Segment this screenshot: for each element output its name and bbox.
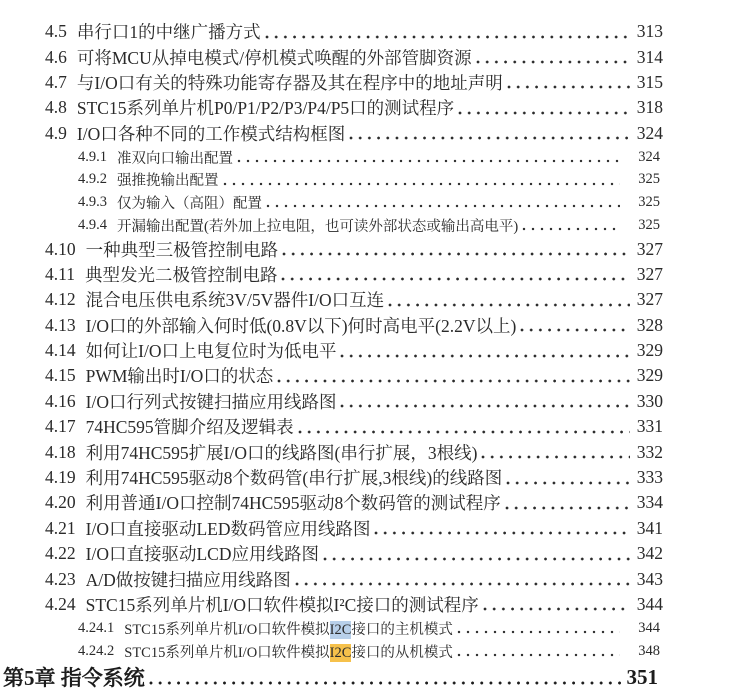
toc-entry[interactable] [45,541,755,566]
toc-entry[interactable] [45,95,755,120]
dot-leader [506,481,630,485]
entry-title-text: 混合电压供电系统3V/5V器件I/O口互连 [85,290,385,311]
entry-title [85,262,278,287]
dot-leader [265,35,630,39]
page-number: 343 [636,568,663,589]
page-number: 313 [636,21,663,42]
page-number: 324 [638,148,660,165]
page-number: 334 [636,492,663,513]
page-number: 344 [638,619,660,636]
page-number: 325 [638,193,660,210]
entry-title-text: PWM输出时I/O口的状态 [85,366,274,387]
page-number: 315 [636,71,663,92]
dot-leader [149,681,621,685]
toc-entry[interactable] [45,313,755,338]
entry-number: 4.9.3 [78,193,107,210]
entry-title-text: 典型发光二极管控制电路 [84,264,278,285]
toc-entry[interactable] [45,236,755,261]
dot-leader [457,653,620,657]
dot-leader [323,557,630,561]
entry-title-text: 如何让I/O口上电复位时为低电平 [85,341,337,362]
entry-number: 4.13 [45,314,76,335]
page-number: 327 [636,263,663,284]
toc-entry[interactable] [45,70,755,95]
toc-entry[interactable] [45,338,755,363]
dot-leader [483,607,630,611]
dot-leader [476,60,630,64]
entry-title [86,287,384,312]
page-number: 318 [636,97,663,118]
entry-title [86,567,291,592]
page-number: 341 [636,517,663,538]
entry-title [86,363,274,388]
page-number: 332 [636,441,663,462]
entry-number: 4.9.1 [78,148,107,165]
search-highlight-current: I2C [329,644,352,661]
page-number: 348 [638,642,660,659]
entry-number: 4.9 [45,122,67,143]
entry-title-text: I/O口各种不同的工作模式结构框图 [76,123,346,144]
entry-title-text: I/O口直接驱动LCD应用线路图 [85,544,319,565]
page-number: 329 [636,365,663,386]
entry-title-text: 接口的主机模式 [351,621,453,638]
entry-title-text: 仅为输入（高阻）配置 [117,195,262,212]
page-number: 327 [636,238,663,259]
entry-title [86,490,501,515]
entry-number: 4.17 [45,416,76,437]
toc-entry[interactable] [78,191,755,214]
entry-number: 4.7 [45,71,67,92]
entry-number: 4.9.2 [78,171,107,188]
entry-title [86,338,337,363]
dot-leader [374,531,630,535]
dot-leader [457,630,620,634]
dot-leader [458,111,630,115]
dot-leader [522,227,620,231]
entry-title-text: STC15系列单片机I/O口软件模拟I²C接口的测试程序 [85,594,479,615]
entry-title [77,95,454,120]
entry-title [124,618,453,639]
toc-entry[interactable] [45,439,755,464]
entry-title-text: STC15系列单片机I/O口软件模拟 [124,644,330,661]
page-number: 329 [636,340,663,361]
toc-entry[interactable] [78,617,755,640]
entry-title-text: STC15系列单片机P0/P1/P2/P3/P4/P5口的测试程序 [76,98,455,119]
page-number: 314 [636,46,663,67]
toc-entry[interactable] [45,262,755,287]
page-number: 328 [636,314,663,335]
entry-number: 4.15 [45,365,76,386]
toc-entry[interactable] [45,363,755,388]
entry-title-text: 利用74HC595扩展I/O口的线路图(串行扩展，3根线) [85,442,478,463]
dot-leader [520,328,630,332]
entry-title-text: 准双向口输出配置 [117,150,233,167]
dot-leader [277,379,630,383]
entry-title [86,592,479,617]
toc-entry[interactable] [78,214,755,237]
entry-title [86,541,319,566]
dot-leader [266,204,620,208]
page-number: 333 [636,467,663,488]
dot-leader [505,506,630,510]
entry-title [86,465,503,490]
entry-number: 4.9.4 [78,216,107,233]
entry-title [124,641,453,662]
toc-entry[interactable] [45,465,755,490]
entry-number: 4.19 [45,467,76,488]
toc-entry[interactable] [45,516,755,541]
entry-number: 4.21 [45,517,76,538]
entry-title [117,147,233,168]
entry-title-text: 强推挽输出配置 [117,173,219,190]
search-highlight: I2C [329,621,352,638]
toc-entry[interactable] [45,44,755,69]
page-number: 330 [636,390,663,411]
entry-number: 4.24 [45,593,76,614]
chapter-title: 第5章 指令系统 [3,666,145,691]
toc-entry[interactable] [45,121,755,146]
entry-number: 4.23 [45,568,76,589]
dot-leader [349,136,630,140]
entry-title-text: 串行口1的中继广播方式 [76,22,261,43]
entry-number: 4.11 [45,263,75,284]
dot-leader [481,455,630,459]
entry-title [86,440,478,465]
toc-entry[interactable] [45,287,755,312]
dot-leader [295,582,630,586]
dot-leader [298,430,630,434]
entry-title [77,19,261,44]
toc-entry[interactable] [78,169,755,192]
entry-title-text: 一种典型三极管控制电路 [85,239,279,260]
dot-leader [237,159,620,163]
entry-number: 4.18 [45,441,76,462]
entry-number: 4.22 [45,543,76,564]
entry-number: 4.10 [45,238,76,259]
page-number: 344 [636,593,663,614]
entry-number: 4.24.2 [78,642,115,659]
entry-title-text: 利用普通I/O口控制74HC595驱动8个数码管的测试程序 [85,493,501,514]
entry-title [117,169,219,190]
entry-title [77,45,472,70]
entry-title-text: I/O口行列式按键扫描应用线路图 [85,391,337,412]
entry-title-text: 可将MCU从掉电模式/停机模式唤醒的外部管脚资源 [76,47,472,68]
dot-leader [282,252,630,256]
entry-title [86,516,371,541]
entry-title-text: I/O口直接驱动LED数码管应用线路图 [85,518,371,539]
entry-number: 4.20 [45,492,76,513]
page-number: 351 [626,664,658,689]
toc-entry[interactable] [78,146,755,169]
entry-number: 4.16 [45,390,76,411]
entry-title [117,192,262,213]
entry-number: 4.5 [45,21,67,42]
entry-title-text: 开漏输出配置(若外加上拉电阻，也可读外部状态或输出高电平) [117,218,519,235]
toc-list [45,19,755,662]
entry-title [77,70,503,95]
toc-entry[interactable] [45,592,755,617]
entry-title-text: 利用74HC595驱动8个数码管(串行扩展,3根线)的线路图 [85,468,503,489]
toc-entry[interactable] [45,490,755,515]
page-number: 325 [638,171,660,188]
toc-entry[interactable] [45,19,755,44]
page-number: 331 [636,416,663,437]
entry-title [117,215,518,236]
dot-leader [388,303,630,307]
toc-entry-chapter[interactable] [0,662,755,692]
entry-number: 4.6 [45,46,67,67]
page-number: 327 [636,289,663,310]
dot-leader [340,404,630,408]
dot-leader [223,182,621,186]
entry-title-text: A/D做按键扫描应用线路图 [85,569,291,590]
toc-entry[interactable] [45,389,755,414]
entry-title [86,237,279,262]
page-number: 342 [636,543,663,564]
toc-entry[interactable] [45,414,755,439]
toc-entry[interactable] [78,640,755,663]
dot-leader [281,277,630,281]
toc-entry[interactable] [45,566,755,591]
entry-number: 4.24.1 [78,619,115,636]
entry-title-text: 接口的从机模式 [351,644,453,661]
dot-leader [340,354,630,358]
entry-title-text: STC15系列单片机I/O口软件模拟 [124,621,330,638]
entry-title [86,389,337,414]
page-number: 325 [638,216,660,233]
entry-number: 4.14 [45,340,76,361]
entry-number: 4.8 [45,97,67,118]
entry-title-text: 74HC595管脚介绍及逻辑表 [85,417,294,438]
entry-number: 4.12 [45,289,76,310]
dot-leader [507,85,630,89]
entry-title [86,414,294,439]
entry-title-text: 与I/O口有关的特殊功能寄存器及其在程序中的地址声明 [76,72,503,93]
entry-title [77,121,345,146]
entry-title-text: I/O口的外部输入何时低(0.8V以下)何时高电平(2.2V以上) [85,315,517,336]
page-number: 324 [636,122,663,143]
entry-title [86,313,517,338]
